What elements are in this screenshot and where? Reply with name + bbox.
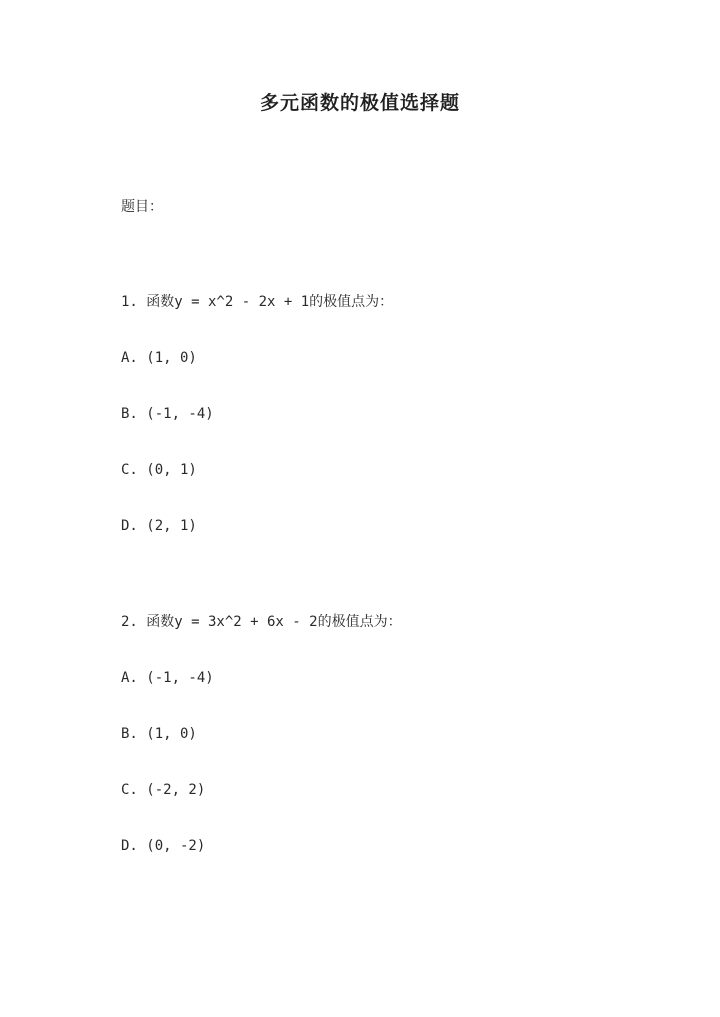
question-1-option-a: A. (1, 0) — [121, 350, 197, 366]
question-1-option-d: D. (2, 1) — [121, 518, 197, 534]
question-2-option-b: B. (1, 0) — [121, 726, 197, 742]
section-label: 题目： — [121, 199, 163, 215]
question-1-stem: 1. 函数y = x^2 - 2x + 1的极值点为： — [121, 294, 394, 310]
question-2-stem: 2. 函数y = 3x^2 + 6x - 2的极值点为： — [121, 614, 402, 630]
document-title: 多元函数的极值选择题 — [259, 92, 460, 114]
question-1-option-c: C. (0, 1) — [121, 462, 197, 478]
question-2-option-a: A. (-1, -4) — [121, 670, 214, 686]
question-2-option-c: C. (-2, 2) — [121, 782, 206, 798]
question-1-option-b: B. (-1, -4) — [121, 406, 214, 422]
question-2-option-d: D. (0, -2) — [121, 838, 206, 854]
